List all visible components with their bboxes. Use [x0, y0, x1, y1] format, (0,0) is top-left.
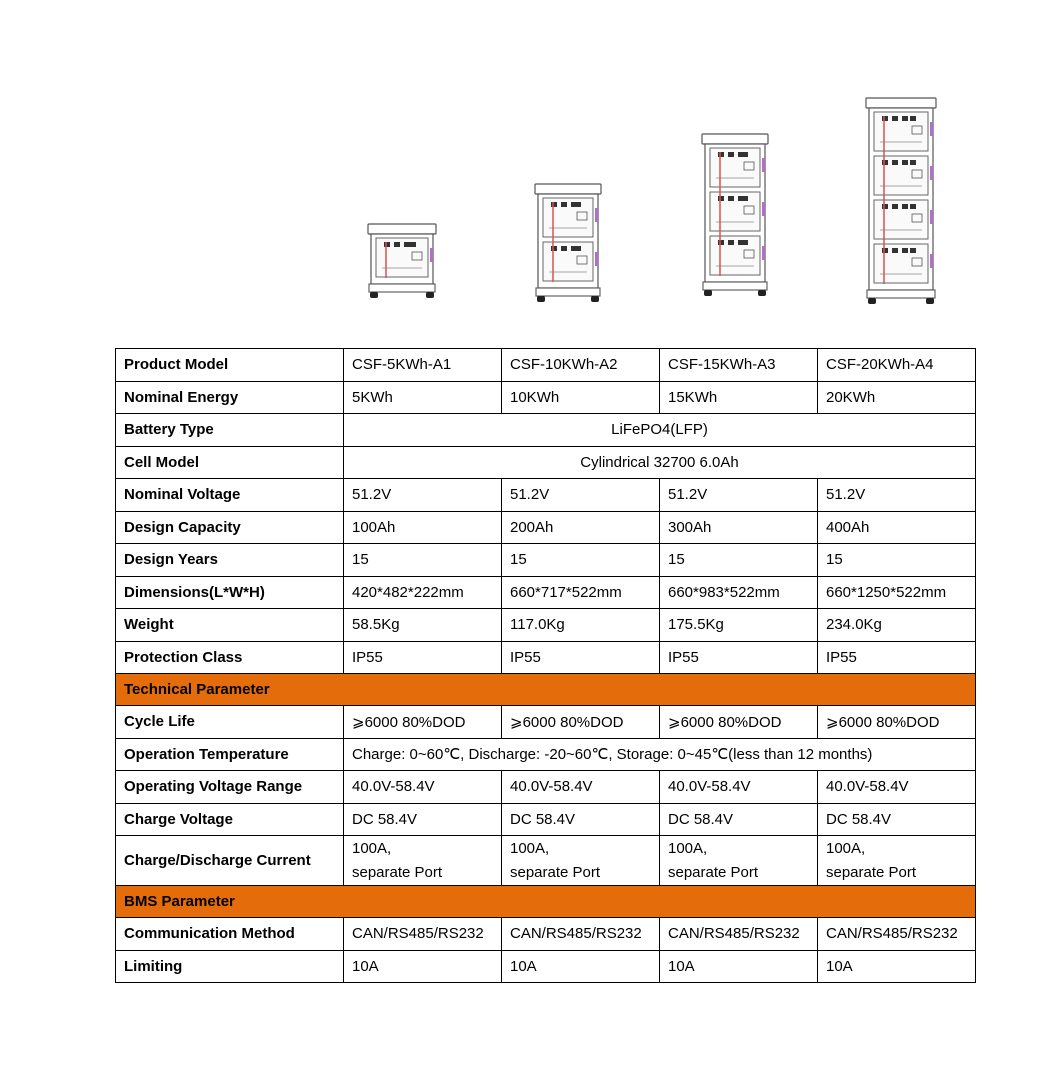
- cell-line: separate Port: [352, 863, 443, 881]
- side-clip: [930, 166, 933, 180]
- cell-value: 117.0Kg: [502, 609, 660, 642]
- terminal-icon: [910, 248, 916, 253]
- terminal-icon: [910, 116, 916, 121]
- cell-value: 420*482*222mm: [344, 576, 502, 609]
- cell-value: 51.2V: [660, 479, 818, 512]
- cell-value: 660*717*522mm: [502, 576, 660, 609]
- cell-value: 100Ah: [344, 511, 502, 544]
- cell-value: IP55: [344, 641, 502, 674]
- wheel-icon: [704, 290, 712, 296]
- side-clip: [762, 202, 765, 216]
- table-row: [116, 349, 976, 382]
- battery-module: [710, 192, 760, 231]
- cell-line: 100A,: [826, 839, 866, 857]
- battery-module: [710, 148, 760, 187]
- row-label: Design Years: [116, 544, 344, 577]
- cell-value: 10A: [818, 950, 976, 983]
- terminal-icon: [910, 160, 916, 165]
- cell-value: DC 58.4V: [344, 803, 502, 836]
- cell-value: IP55: [660, 641, 818, 674]
- cabinet-base: [536, 288, 600, 296]
- row-label: Operating Voltage Range: [116, 771, 344, 804]
- wheel-icon: [370, 292, 378, 298]
- row-label: Weight: [116, 609, 344, 642]
- cell-value: 5KWh: [344, 381, 502, 414]
- row-label: Nominal Energy: [116, 381, 344, 414]
- cell-value: ⩾6000 80%DOD: [502, 706, 660, 739]
- cell-value: [660, 836, 818, 886]
- terminal-icon: [742, 152, 748, 157]
- cell-value: CSF-5KWh-A1: [344, 349, 502, 382]
- cell-value: 40.0V-58.4V: [344, 771, 502, 804]
- cell-value: 10A: [660, 950, 818, 983]
- battery-cabinet-icon: [368, 224, 436, 298]
- battery-cabinet-icon: [702, 134, 768, 296]
- battery-module: [543, 198, 593, 237]
- side-clip: [762, 158, 765, 172]
- cell-value: 200Ah: [502, 511, 660, 544]
- cell-line: separate Port: [510, 863, 601, 881]
- table-row: [116, 771, 976, 804]
- table-row: [116, 381, 976, 414]
- cabinet-drawings: [0, 0, 1052, 320]
- section-title: BMS Parameter: [116, 886, 976, 918]
- cell-value: 15KWh: [660, 381, 818, 414]
- terminal-icon: [575, 246, 581, 251]
- row-label: Cycle Life: [116, 706, 344, 739]
- cell-value: 234.0Kg: [818, 609, 976, 642]
- side-clip: [595, 208, 598, 222]
- terminal-icon: [551, 202, 557, 207]
- wheel-icon: [591, 296, 599, 302]
- table-row: [116, 609, 976, 642]
- cabinet-base: [867, 290, 935, 298]
- side-clip: [762, 246, 765, 260]
- cell-value: 58.5Kg: [344, 609, 502, 642]
- wheel-icon: [426, 292, 434, 298]
- terminal-icon: [718, 152, 724, 157]
- cabinet-top: [535, 184, 601, 194]
- table-row: [116, 576, 976, 609]
- terminal-icon: [718, 196, 724, 201]
- cell-value: [344, 836, 502, 886]
- terminal-icon: [892, 160, 898, 165]
- row-label: Protection Class: [116, 641, 344, 674]
- cell-value: 51.2V: [344, 479, 502, 512]
- cell-value: 660*1250*522mm: [818, 576, 976, 609]
- cell-value: ⩾6000 80%DOD: [344, 706, 502, 739]
- cell-value: CAN/RS485/RS232: [660, 918, 818, 951]
- cell-line: 100A,: [668, 839, 708, 857]
- terminal-icon: [728, 196, 734, 201]
- cell-value: 10A: [502, 950, 660, 983]
- terminal-icon: [902, 204, 908, 209]
- table-row: [116, 414, 976, 447]
- terminal-icon: [410, 242, 416, 247]
- terminal-icon: [384, 242, 390, 247]
- cell-value: 10A: [344, 950, 502, 983]
- table-row: [116, 738, 976, 771]
- row-label: Operation Temperature: [116, 738, 344, 771]
- row-label: Communication Method: [116, 918, 344, 951]
- cell-value: 400Ah: [818, 511, 976, 544]
- spanned-value: Cylindrical 32700 6.0Ah: [344, 446, 976, 479]
- cell-value: 40.0V-58.4V: [502, 771, 660, 804]
- cell-value: [502, 836, 660, 886]
- row-label: Nominal Voltage: [116, 479, 344, 512]
- cell-value: 660*983*522mm: [660, 576, 818, 609]
- spanned-value: Charge: 0~60℃, Discharge: -20~60℃, Storage: 0~45℃(less than 12 months): [344, 738, 976, 771]
- product-illustrations: [0, 0, 1052, 320]
- spec-table: [115, 348, 976, 983]
- battery-module: [376, 238, 428, 277]
- cell-value: DC 58.4V: [818, 803, 976, 836]
- wheel-icon: [926, 298, 934, 304]
- cell-value: 40.0V-58.4V: [660, 771, 818, 804]
- cell-value: 15: [344, 544, 502, 577]
- terminal-icon: [394, 242, 400, 247]
- cell-value: CSF-15KWh-A3: [660, 349, 818, 382]
- cell-value: ⩾6000 80%DOD: [660, 706, 818, 739]
- terminal-icon: [882, 248, 888, 253]
- terminal-icon: [561, 246, 567, 251]
- table-row: [116, 706, 976, 739]
- cabinet-top: [368, 224, 436, 234]
- wheel-icon: [758, 290, 766, 296]
- cell-value: CAN/RS485/RS232: [502, 918, 660, 951]
- terminal-icon: [882, 204, 888, 209]
- terminal-icon: [892, 204, 898, 209]
- cabinet-base: [703, 282, 767, 290]
- cell-value: DC 58.4V: [660, 803, 818, 836]
- wheel-icon: [868, 298, 876, 304]
- terminal-icon: [892, 248, 898, 253]
- cell-value: CSF-10KWh-A2: [502, 349, 660, 382]
- cell-value: DC 58.4V: [502, 803, 660, 836]
- terminal-icon: [882, 116, 888, 121]
- table-row: [116, 511, 976, 544]
- terminal-icon: [892, 116, 898, 121]
- row-label: Charge Voltage: [116, 803, 344, 836]
- row-label: Dimensions(L*W*H): [116, 576, 344, 609]
- table-row: [116, 544, 976, 577]
- cell-value: 15: [818, 544, 976, 577]
- side-clip: [930, 254, 933, 268]
- terminal-icon: [728, 152, 734, 157]
- terminal-icon: [561, 202, 567, 207]
- cell-value: 51.2V: [502, 479, 660, 512]
- cell-line: separate Port: [826, 863, 917, 881]
- terminal-icon: [882, 160, 888, 165]
- cell-value: CSF-20KWh-A4: [818, 349, 976, 382]
- spanned-value: LiFePO4(LFP): [344, 414, 976, 447]
- battery-cabinet-icon: [866, 98, 936, 304]
- cell-value: IP55: [502, 641, 660, 674]
- table-row: [116, 803, 976, 836]
- terminal-icon: [742, 240, 748, 245]
- battery-cabinet-icon: [535, 184, 601, 302]
- table-row: [116, 446, 976, 479]
- table-row: [116, 836, 976, 886]
- cabinet-top: [702, 134, 768, 144]
- terminal-icon: [575, 202, 581, 207]
- terminal-icon: [742, 196, 748, 201]
- cell-value: CAN/RS485/RS232: [818, 918, 976, 951]
- cell-value: [818, 836, 976, 886]
- cell-line: separate Port: [668, 863, 759, 881]
- cell-line: 100A,: [510, 839, 550, 857]
- table-row: [116, 950, 976, 983]
- cabinet-base: [369, 284, 435, 292]
- terminal-icon: [910, 204, 916, 209]
- terminal-icon: [728, 240, 734, 245]
- row-label: Cell Model: [116, 446, 344, 479]
- table-row: [116, 918, 976, 951]
- side-clip: [930, 122, 933, 136]
- cell-value: 300Ah: [660, 511, 818, 544]
- row-label: Product Model: [116, 349, 344, 382]
- wheel-icon: [537, 296, 545, 302]
- battery-module: [710, 236, 760, 275]
- terminal-icon: [551, 246, 557, 251]
- cell-value: CAN/RS485/RS232: [344, 918, 502, 951]
- row-label: Design Capacity: [116, 511, 344, 544]
- section-header-row: [116, 886, 976, 918]
- cell-value: ⩾6000 80%DOD: [818, 706, 976, 739]
- cell-value: 15: [502, 544, 660, 577]
- terminal-icon: [404, 242, 410, 247]
- terminal-icon: [902, 116, 908, 121]
- cell-value: 15: [660, 544, 818, 577]
- table-row: [116, 641, 976, 674]
- row-label: Charge/Discharge Current: [116, 836, 344, 886]
- battery-module: [543, 242, 593, 281]
- terminal-icon: [718, 240, 724, 245]
- cell-value: 51.2V: [818, 479, 976, 512]
- section-header-row: [116, 674, 976, 706]
- side-clip: [430, 248, 433, 262]
- row-label: Battery Type: [116, 414, 344, 447]
- cell-value: IP55: [818, 641, 976, 674]
- cell-value: 10KWh: [502, 381, 660, 414]
- cell-value: 20KWh: [818, 381, 976, 414]
- row-label: Limiting: [116, 950, 344, 983]
- terminal-icon: [902, 248, 908, 253]
- side-clip: [930, 210, 933, 224]
- side-clip: [595, 252, 598, 266]
- table-row: [116, 479, 976, 512]
- cabinet-top: [866, 98, 936, 108]
- terminal-icon: [902, 160, 908, 165]
- section-title: Technical Parameter: [116, 674, 976, 706]
- cell-value: 175.5Kg: [660, 609, 818, 642]
- cell-line: 100A,: [352, 839, 392, 857]
- cell-value: 40.0V-58.4V: [818, 771, 976, 804]
